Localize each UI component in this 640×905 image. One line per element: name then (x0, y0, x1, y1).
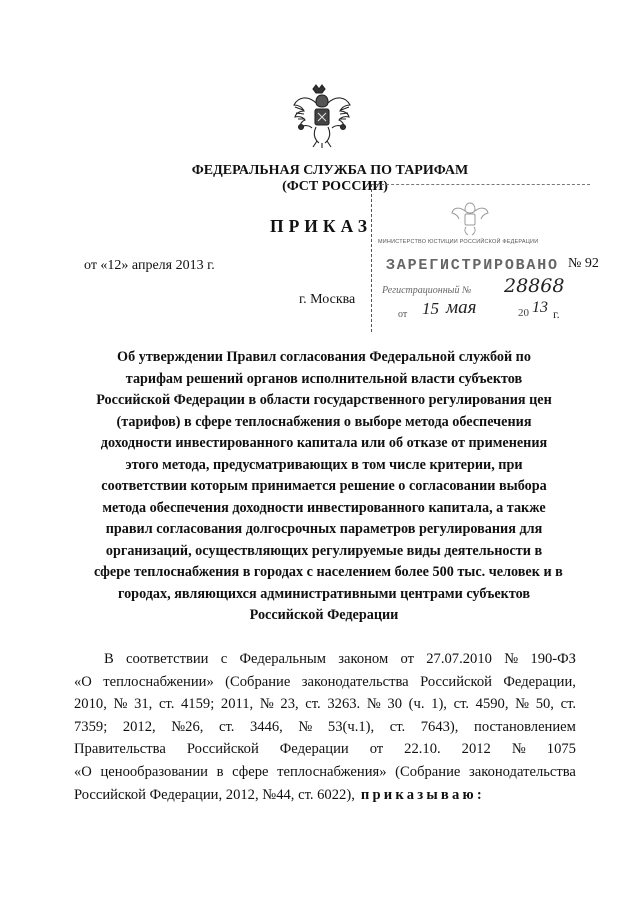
body-word: 3446, (249, 718, 283, 735)
body-word: 7359; (74, 718, 108, 735)
body-word: с (220, 651, 228, 667)
order-directive: приказываю: (360, 786, 485, 803)
title-line: тарифам решений органов исполнительной власти субъектов (125, 370, 523, 387)
body-word: ценообразовании (100, 763, 208, 780)
body-word: 23, (280, 696, 299, 713)
body-word: В (104, 651, 114, 667)
body-word: Федерации, (503, 673, 576, 690)
body-word: 1075 (546, 741, 576, 758)
body-word: ст. (305, 696, 321, 713)
body-word: (ч. (408, 696, 425, 713)
title-line: сфере теплоснабжения в городах с населением более 500 тыс. человек и в (94, 564, 563, 580)
body-word: Российской (186, 741, 259, 758)
body-word: № (113, 696, 128, 713)
body-word: 30 (387, 696, 402, 713)
body-line (74, 784, 576, 807)
stamp-date-prefix: от (398, 309, 408, 320)
body-word: 22.10. (404, 741, 441, 758)
title-line: правил согласования долгосрочных параметров регулирования для (105, 521, 543, 537)
body-word: законодательства (301, 673, 409, 690)
body-line (74, 716, 576, 739)
registration-stamp (371, 184, 590, 332)
order-date: от «12» апреля 2013 г. (84, 258, 215, 273)
body-word: 2011, (220, 696, 254, 713)
body-word: законодательства (468, 763, 576, 780)
body-word: Федерации (279, 741, 349, 758)
stamp-regno-label: Регистрационный № (382, 285, 472, 296)
stamp-month-handwritten: мая (446, 297, 477, 318)
body-word: № (298, 718, 313, 735)
body-word: №26, (171, 718, 204, 735)
body-line (74, 761, 576, 784)
body-line (74, 693, 576, 716)
body-word: № (366, 696, 381, 713)
body-word: Правительства (74, 741, 166, 758)
body-word: ст. (389, 718, 406, 735)
order-body-paragraph (74, 648, 576, 806)
body-word: от (369, 741, 384, 758)
body-word: 4159; (181, 696, 215, 713)
stamp-year-handwritten: 13 (532, 299, 548, 316)
body-word: (Собрание (225, 673, 291, 690)
body-word: 50, (535, 696, 554, 713)
body-word: 7643), (420, 718, 459, 735)
title-line: соответствии которым принимается решение о согласовании выбора (101, 478, 547, 494)
body-word: 31, (134, 696, 153, 713)
document-type-heading: ПРИКАЗ (270, 216, 373, 236)
body-line (74, 671, 576, 694)
body-word: 2010, (74, 696, 107, 713)
title-line: метода обеспечения доходности инвестированного капитала, а также (102, 499, 546, 516)
body-word: от (400, 651, 414, 667)
body-line (74, 738, 576, 761)
title-line: Об утверждении Правил согласования Федеральной службой по (117, 349, 531, 365)
small-emblem-icon (450, 197, 490, 237)
stamp-day-handwritten: 15 (422, 299, 439, 318)
body-word: «О (74, 763, 92, 780)
stamp-ministry-text: МИНИСТЕРСТВО ЮСТИЦИИ РОССИЙСКОЙ ФЕДЕРАЦИИ (378, 239, 539, 245)
body-word: ст. (453, 696, 469, 713)
agency-name: ФЕДЕРАЛЬНАЯ СЛУЖБА ПО ТАРИФАМ (191, 163, 469, 178)
body-word: № (511, 741, 526, 758)
body-word: ст. (560, 696, 576, 713)
coat-of-arms-emblem (291, 83, 353, 149)
body-word: 190-ФЗ (530, 651, 576, 667)
order-number: № 92 (568, 256, 599, 271)
stamp-regno-handwritten: 28868 (504, 275, 565, 297)
body-word: ст. (158, 696, 175, 713)
title-line: (тарифов) в сфере теплоснабжения о выборе метода обеспечения (116, 413, 532, 430)
body-word: сфере (232, 763, 269, 780)
body-word: 2012 (461, 741, 491, 758)
agency-abbreviation: (ФСТ РОССИИ) (282, 179, 388, 194)
title-line: Российской Федерации в области государственного регулирования цен (96, 392, 552, 408)
body-word: Российской (420, 673, 492, 690)
title-line: этого метода, предусматривающих в том числе критерии, при (125, 456, 523, 473)
body-word: 4590, (475, 696, 509, 713)
body-word: № (259, 696, 274, 713)
title-line: доходности инвестированного капитала или об отказе от применения (100, 435, 548, 451)
body-line (74, 648, 576, 671)
body-word: 27.07.2010 (426, 651, 492, 667)
stamp-registered-text: ЗАРЕГИСТРИРОВАНО (386, 257, 559, 274)
body-word: (Собрание (395, 763, 461, 780)
title-line: городах, являющихся административными центрами субъектов (118, 585, 530, 602)
body-text-segment: Российской Федерации, 2012, №44, ст. 6022), (74, 786, 355, 803)
body-word: 2012, (122, 718, 156, 735)
order-city: г. Москва (299, 292, 356, 307)
body-word: соответствии (126, 651, 209, 667)
body-word: 3263. (327, 696, 361, 713)
order-title (94, 347, 563, 627)
stamp-year-suffix: г. (553, 307, 560, 321)
body-word: № (515, 696, 530, 713)
body-word: «О (74, 673, 92, 690)
body-word: теплоснабжения» (277, 763, 387, 780)
body-word: ст. (219, 718, 235, 735)
body-word: 53(ч.1), (327, 718, 375, 735)
body-word: 1), (431, 696, 447, 713)
body-word: постановлением (474, 718, 576, 735)
stamp-year-printed: 20 (518, 307, 529, 319)
body-word: теплоснабжении» (103, 673, 214, 690)
title-line: Российской Федерации (249, 607, 399, 623)
body-word: № (504, 651, 519, 667)
body-word: законом (338, 651, 389, 667)
body-word: в (216, 763, 224, 780)
body-word: Федеральным (239, 651, 326, 667)
title-line: организаций, осуществляющих регулируемые виды деятельности в (105, 542, 543, 559)
